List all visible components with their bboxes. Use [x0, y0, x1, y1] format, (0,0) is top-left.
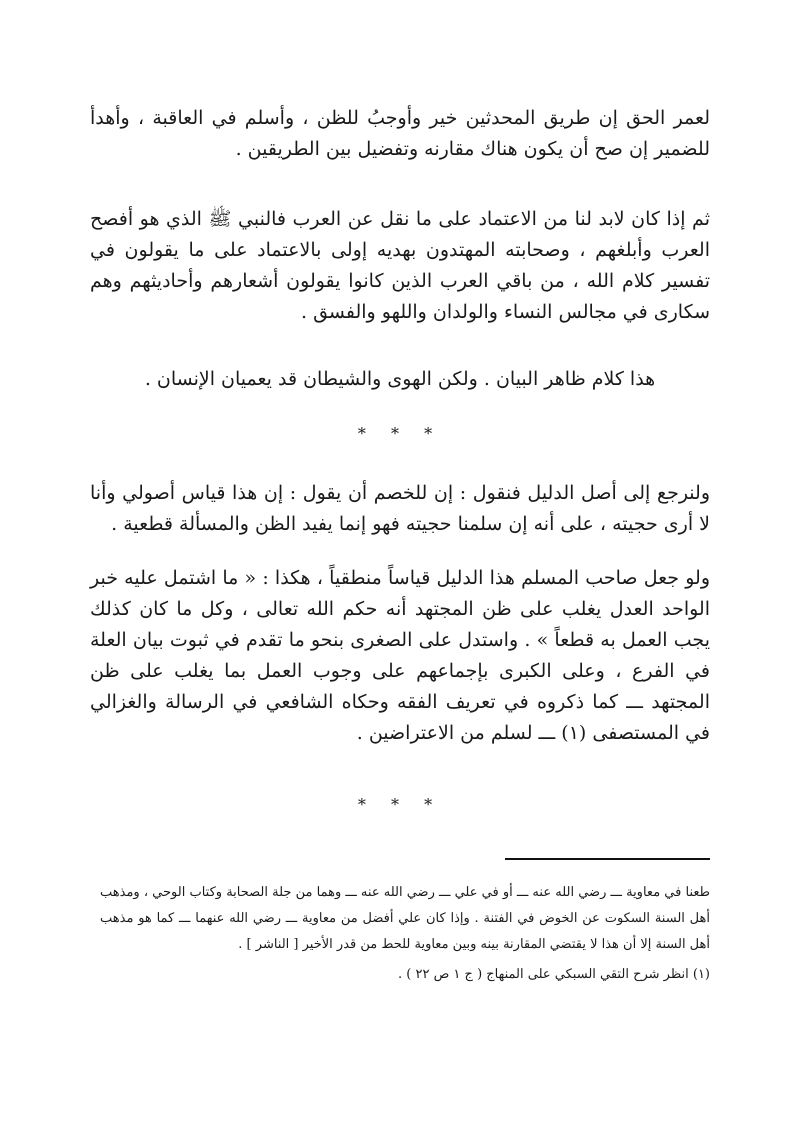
paragraph-5-text: ولو جعل صاحب المسلم هذا الدليل قياساً منطقياً ، هكذا : « ما اشتمل عليه خبر الواحد العدل يغلب على ظن المجتهد أنه حكم الله تعالى ، وكل ما كان كذلك يجب العمل به قطعاً » . واستدل على الصغرى بنحو ما تقدم في ثبوت بيان العلة في الفرع ، وعلى الكبرى بإجماعهم على وجوب العمل بما يغلب على ظن المجتهد ـــ كما ذكروه في تعريف الفقه وحكاه الشافعي في الرسالة والغزالي في المستصفى (١) ـــ لسلم من الاعتراضين . — [90, 567, 710, 744]
paragraph-4 — [90, 478, 710, 540]
paragraph-1 — [90, 103, 710, 165]
paragraph-2 — [90, 204, 710, 328]
section-separator-2: * * * — [357, 795, 443, 814]
paragraph-2-text: ثم إذا كان لابد لنا من الاعتماد على ما نقل عن العرب فالنبي ﷺ الذي هو أفصح العرب وأبلغهم ، وصحابته المهتدون بهديه إولى بالاعتماد على ما يقولون في تفسير كلام الله ، من باقي العرب الذين كانوا يقولون أشعارهم وأحاديثهم وهم سكارى في مجالس النساء والولدان واللهو والفسق . — [90, 208, 710, 323]
paragraph-5 — [90, 563, 710, 749]
footnote-continued: طعنا في معاوية ـــ رضي الله عنه ـــ أو في علي ـــ رضي الله عنه ـــ وهما من جلة الصحابة وكتاب الوحي ، ومذهب أهل السنة السكوت عن الخوض في الفتنة . وإذا كان علي أفضل من معاوية ـــ رضي الله عنهما ـــ كما هو مذهب أهل السنة إلا أن هذا لا يقتضي المقارنة بينه وبين معاوية للحط من قدر الأخير [ الناشر ] . — [100, 885, 710, 952]
footnote-1: (١) انظر شرح التقي السبكي على المنهاج ( ج ١ ص ٢٢ ) . — [398, 967, 710, 982]
footnotes — [100, 880, 710, 988]
section-separator-1: * * * — [357, 424, 443, 443]
footnote-divider — [505, 858, 710, 860]
paragraph-3-text: هذا كلام ظاهر البيان . ولكن الهوى والشيطان قد يعميان الإنسان . — [144, 368, 656, 390]
paragraph-3 — [90, 364, 710, 395]
paragraph-4-text: ولنرجع إلى أصل الدليل فنقول : إن للخصم أن يقول : إن هذا قياس أصولي وأنا لا أرى حجيته ، على أنه إن سلمنا حجيته فهو إنما يفيد الظن والمسألة قطعية . — [90, 482, 710, 535]
paragraph-1-text: لعمر الحق إن طريق المحدثين خير وأوجبُ للظن ، وأسلم في العاقبة ، وأهدأ للضمير إن صح أن يكون هناك مقارنه وتفضيل بين الطريقين . — [90, 107, 710, 160]
